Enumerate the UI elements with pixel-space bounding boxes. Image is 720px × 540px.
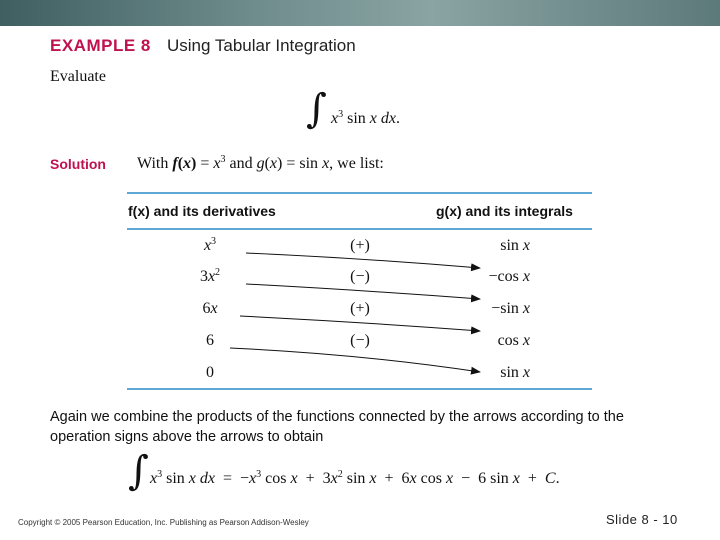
copyright-notice: Copyright © 2005 Pearson Education, Inc. Publishing as Pearson Addison-Wesley <box>18 518 309 527</box>
f-row-3: 6x <box>202 300 218 317</box>
solution-label: Solution <box>50 156 106 172</box>
f-row-5: 0 <box>206 364 214 381</box>
arrow-1 <box>246 253 480 268</box>
arrow-3 <box>240 316 480 331</box>
f-row-4: 6 <box>206 332 214 349</box>
sign-row-2: (−) <box>350 268 370 285</box>
result-integral-sign: ∫ <box>128 448 149 494</box>
f-row-1: $x^3$ <box>203 236 217 254</box>
slide-number: Slide 8 - 10 <box>606 512 678 527</box>
f-row-2: $3x^2$ <box>199 267 221 285</box>
example-title: Using Tabular Integration <box>167 36 356 55</box>
g-row-1: sin x <box>500 237 530 254</box>
g-row-4: cos x <box>497 332 530 349</box>
sign-row-1: (+) <box>350 237 370 254</box>
g-row-3: −sin x <box>491 300 530 317</box>
example-label: EXAMPLE 8 <box>50 36 151 55</box>
arrow-2 <box>246 284 480 299</box>
col-f-header: f(x) and its derivatives <box>128 203 276 219</box>
g-row-5: sin x <box>500 364 530 381</box>
evaluate-prompt: Evaluate <box>50 68 106 85</box>
g-row-2: −cos x <box>488 268 530 285</box>
conclusion-text: Again we combine the products of the functions connected by the arrows according to the operation signs above the arrows to obtain <box>50 409 624 445</box>
solution-intro: With $f(x) = x^3$ and g(x) = sin x, we list: <box>137 154 384 172</box>
result-equation: $x^3$ sin x dx = $-x^3$ $\cos x + 3x^2$ sin x + 6x cos x − 6 sin x + C. <box>150 469 560 487</box>
sign-row-3: (+) <box>350 300 370 317</box>
col-g-header: g(x) and its integrals <box>436 203 573 219</box>
sign-row-4: (−) <box>350 332 370 349</box>
arrow-4 <box>230 348 480 372</box>
